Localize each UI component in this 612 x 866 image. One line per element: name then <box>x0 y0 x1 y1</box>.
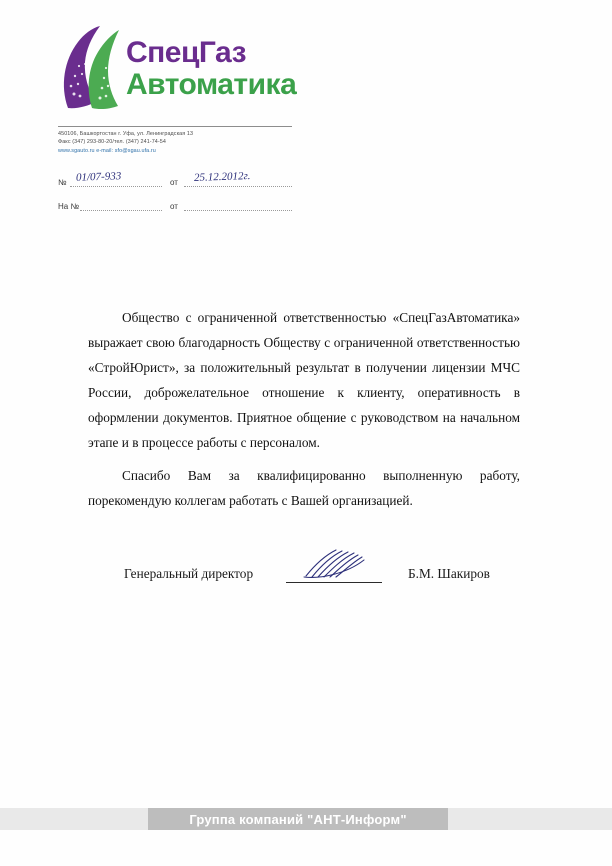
footer-text: Группа компаний "АНТ-Информ" <box>189 811 407 827</box>
letterhead-divider <box>58 126 292 127</box>
contact-web-email: www.sgauto.ru e-mail: sfo@sgau.ufa.ru <box>58 147 156 154</box>
letter-body <box>88 305 520 515</box>
reference-date-value: 25.12.2012г. <box>193 170 251 184</box>
logo-word-gaz: Газ <box>198 36 246 69</box>
reply-date-label: от <box>170 202 178 211</box>
green-purple-flame-logo-icon <box>58 24 120 110</box>
letterhead <box>58 24 358 110</box>
reference-date-label: от <box>170 178 178 187</box>
reply-date-line <box>184 196 292 211</box>
logo-word-avtomatika: Автоматика <box>126 68 297 101</box>
company-logo <box>58 24 358 110</box>
reference-number-row <box>58 172 358 196</box>
signature-block <box>88 558 520 598</box>
letter-paragraph-1: Общество с ограниченной ответственностью «СпецГазАвтоматика» выражает свою благодарность Обществу с ограниченной ответственностью «СтройЮрист», за положительный результат в получении лицензии МЧС России, доброжелательное отношение к клиенту, оперативность в оформлении документов. Приятное общение с руководством на начальном этапе и в процессе работы с персоналом. <box>88 310 520 450</box>
reply-number-line <box>80 196 162 211</box>
contact-info <box>58 130 308 155</box>
reply-number-label: На № <box>58 202 80 211</box>
reference-number-label: № <box>58 178 67 187</box>
signature-line <box>286 582 382 583</box>
contact-phone: Факс (347) 293-80-20/тел. (347) 241-74-54 <box>58 139 166 146</box>
footer-banner <box>148 808 448 830</box>
signatory-name: Б.М. Шакиров <box>408 566 490 581</box>
signatory-title: Генеральный директор <box>124 566 254 581</box>
company-name <box>126 24 296 100</box>
handwritten-signature-icon <box>300 546 380 580</box>
logo-word-spec: Спец <box>126 36 199 69</box>
reference-number-value: 01/07-933 <box>75 170 122 184</box>
reference-block <box>58 172 358 220</box>
letter-paragraph-2: Спасибо Вам за квалифицированно выполненную работу, порекомендую коллегам работать с Вашей организацией. <box>88 468 520 508</box>
contact-address: 450106, Башкортостан г. Уфа, ул. Ленинградская 13 <box>58 131 194 137</box>
reply-reference-row <box>58 196 358 220</box>
